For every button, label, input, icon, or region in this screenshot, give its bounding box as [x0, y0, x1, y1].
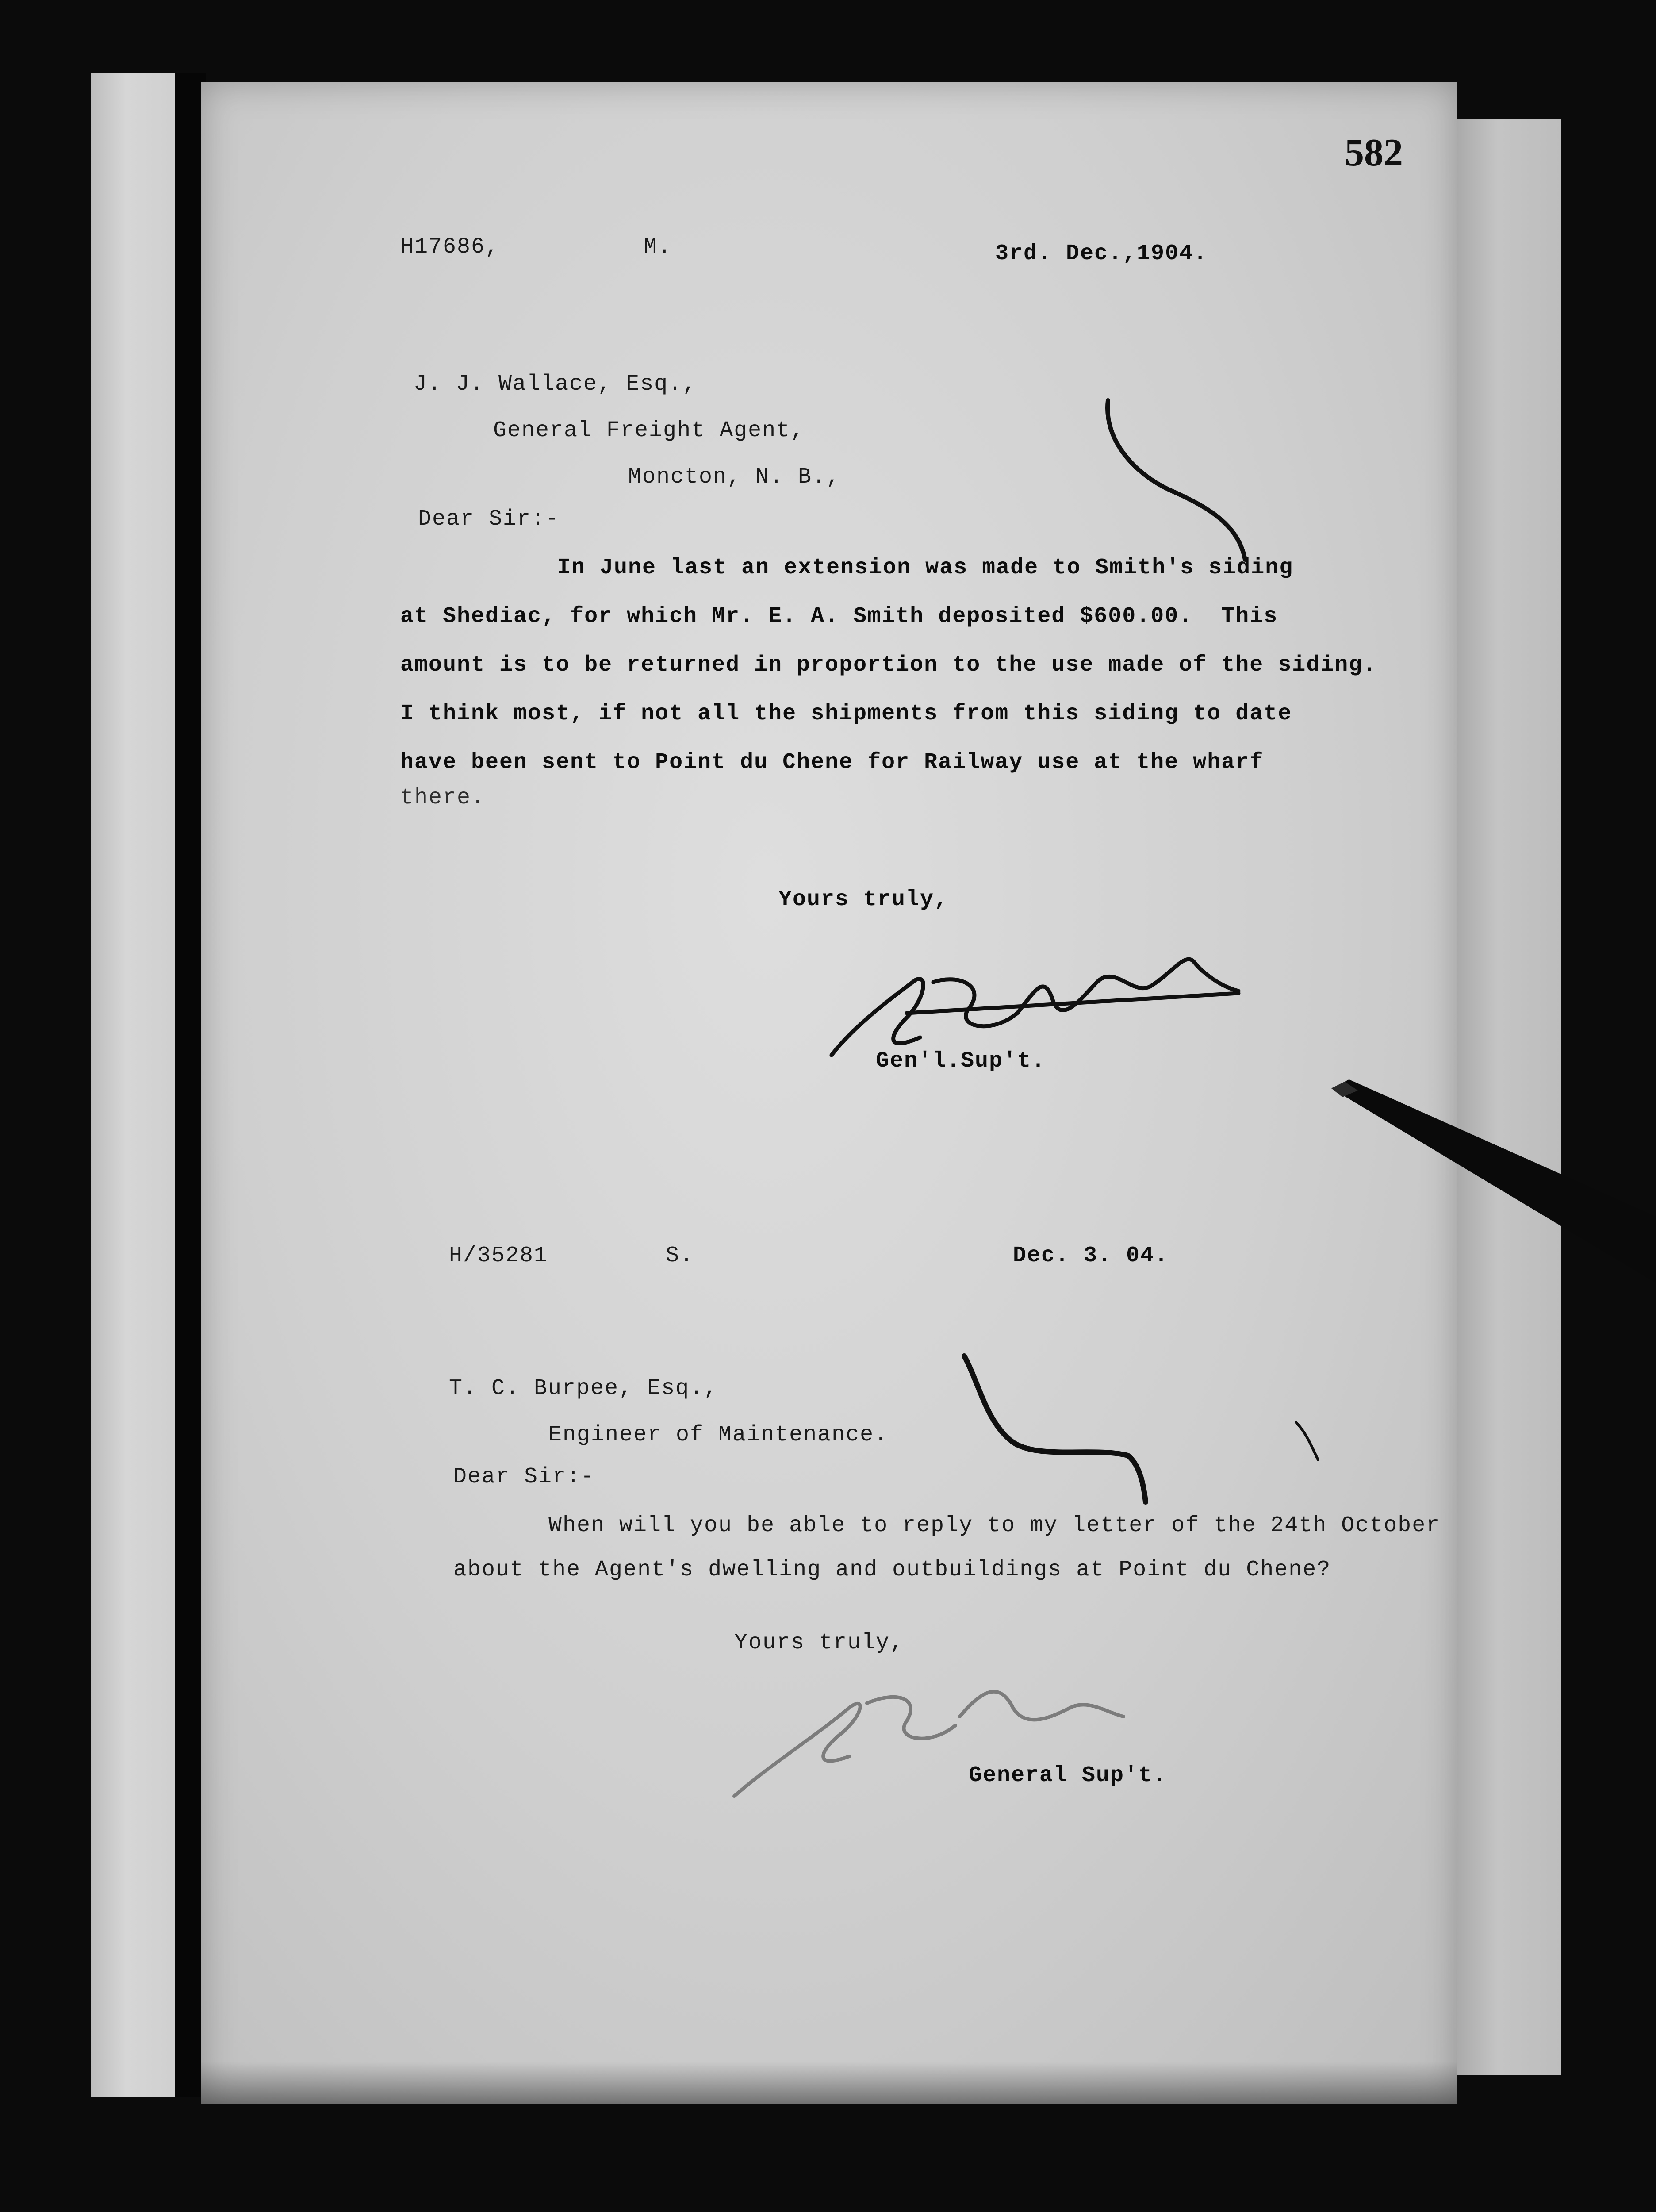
signature-1	[832, 959, 1238, 1055]
pen-icon	[1331, 1071, 1656, 1283]
letter2-salutation: Dear Sir:-	[453, 1464, 595, 1490]
letter2-addressee: T. C. Burpee, Esq.,	[449, 1376, 718, 1401]
letter2-reference: H/35281	[449, 1243, 548, 1268]
letter2-position: Engineer of Maintenance.	[548, 1422, 889, 1448]
letter1-addressee: J. J. Wallace, Esq.,	[414, 372, 697, 397]
letter1-body-line-5: have been sent to Point du Chene for Railway use at the wharf	[400, 750, 1264, 775]
signature-2	[734, 1692, 1123, 1796]
letter1-reference: H17686,	[400, 234, 500, 260]
letter1-body-line-1: In June last an extension was made to Smith's siding	[557, 555, 1294, 580]
checkmark-stroke-2	[964, 1356, 1146, 1502]
letter1-salutation: Dear Sir:-	[418, 507, 560, 532]
letter1-body-line-3: amount is to be returned in proportion to the use made of the siding.	[400, 653, 1377, 678]
letter2-body-line-2: about the Agent's dwelling and outbuildings at Point du Chene?	[453, 1557, 1331, 1582]
small-mark	[1296, 1422, 1318, 1460]
checkmark-stroke-1	[1108, 400, 1245, 560]
letter1-location: Moncton, N. B.,	[628, 465, 841, 490]
letter1-closing: Yours truly,	[778, 887, 949, 912]
letter1-position: General Freight Agent,	[493, 418, 805, 443]
page-number: 582	[1345, 131, 1403, 174]
letter1-date: 3rd. Dec.,1904.	[995, 241, 1208, 266]
letter1-initial: M.	[644, 234, 672, 260]
letter2-closing: Yours truly,	[734, 1630, 905, 1655]
letter1-body-line-4: I think most, if not all the shipments from this siding to date	[400, 701, 1292, 726]
letter1-signature-title: Gen'l.Sup't.	[876, 1048, 1046, 1074]
letter2-body-line-1: When will you be able to reply to my letter of the 24th October	[548, 1513, 1441, 1538]
letter2-signature-title: General Sup't.	[969, 1763, 1167, 1788]
letter1-body-line-2: at Shediac, for which Mr. E. A. Smith deposited $600.00. This	[400, 604, 1278, 629]
letter2-initial: S.	[666, 1243, 694, 1268]
letter1-body-line-6: there.	[400, 785, 486, 810]
letter2-date: Dec. 3. 04.	[1013, 1243, 1169, 1268]
